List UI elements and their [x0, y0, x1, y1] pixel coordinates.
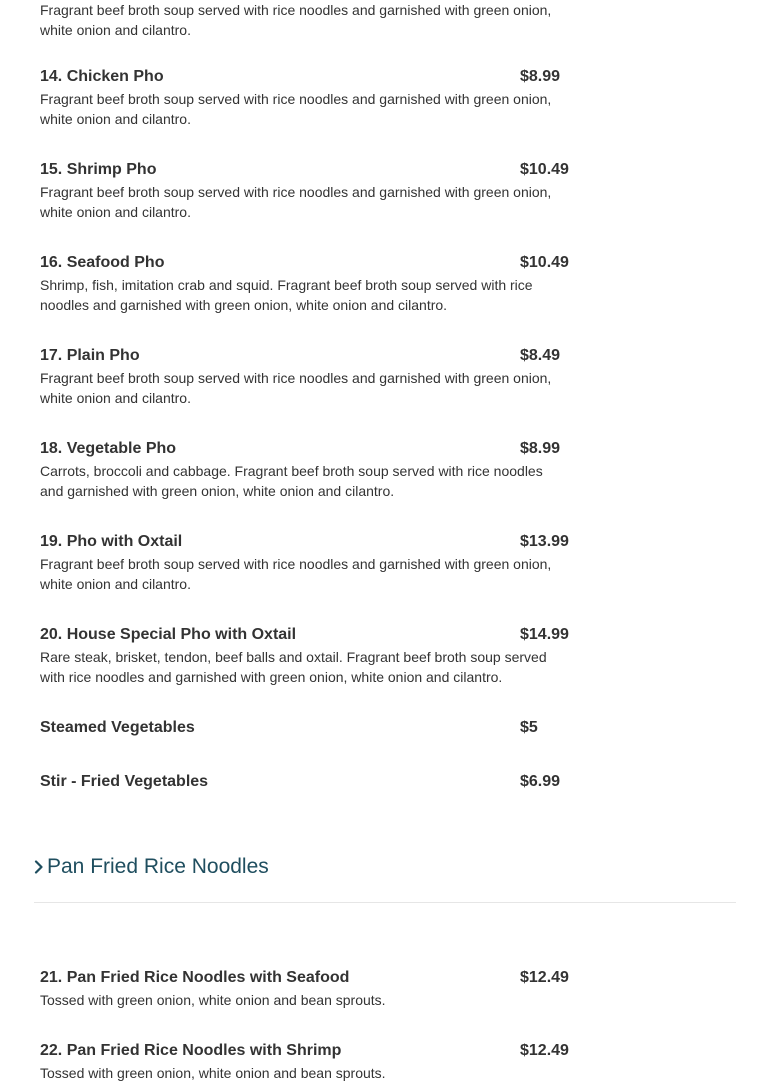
- chevron-right-icon: [34, 860, 44, 874]
- item-description: Shrimp, fish, imitation crab and squid. Fragrant beef broth soup served with rice noodles and garnished with green onion, white onion and cilantro.: [40, 277, 533, 313]
- item-price: $5: [520, 719, 538, 736]
- item-price: $12.49: [520, 969, 569, 986]
- section-title: Pan Fried Rice Noodles: [47, 855, 269, 878]
- item-price: $12.49: [520, 1042, 569, 1059]
- item-description: Fragrant beef broth soup served with rice noodles and garnished with green onion, white onion and cilantro.: [40, 370, 552, 406]
- item-description: Fragrant beef broth soup served with rice noodles and garnished with green onion, white onion and cilantro.: [40, 184, 552, 220]
- item-price: $10.49: [520, 254, 569, 271]
- item-price: $8.49: [520, 347, 561, 364]
- item-description: Tossed with green onion, white onion and bean sprouts.: [40, 992, 386, 1008]
- item-description: Fragrant beef broth soup served with rice noodles and garnished with green onion, white onion and cilantro.: [40, 2, 552, 38]
- item-price: $8.99: [520, 440, 561, 457]
- item-price: $10.49: [520, 161, 569, 178]
- item-description: Tossed with green onion, white onion and bean sprouts.: [40, 1065, 386, 1081]
- section-divider: [34, 902, 736, 903]
- item-name: 21. Pan Fried Rice Noodles with Seafood: [40, 969, 350, 986]
- item-name: 15. Shrimp Pho: [40, 161, 157, 178]
- item-price: $8.99: [520, 68, 561, 85]
- item-name: Steamed Vegetables: [40, 719, 195, 736]
- item-price: $13.99: [520, 533, 569, 550]
- item-price: $6.99: [520, 773, 561, 790]
- item-description: Fragrant beef broth soup served with rice noodles and garnished with green onion, white onion and cilantro.: [40, 91, 552, 127]
- item-name: 22. Pan Fried Rice Noodles with Shrimp: [40, 1042, 342, 1059]
- item-price: $14.99: [520, 626, 569, 643]
- item-description: Carrots, broccoli and cabbage. Fragrant beef broth soup served with rice noodles and garnished with green onion, white onion and cilantro.: [40, 463, 543, 499]
- item-name: 19. Pho with Oxtail: [40, 533, 183, 550]
- item-description: Fragrant beef broth soup served with rice noodles and garnished with green onion, white onion and cilantro.: [40, 556, 552, 592]
- item-name: Stir - Fried Vegetables: [40, 773, 209, 790]
- item-name: 14. Chicken Pho: [40, 68, 164, 85]
- item-name: 18. Vegetable Pho: [40, 440, 177, 457]
- item-name: 17. Plain Pho: [40, 347, 140, 364]
- section-header-pan-fried-rice-noodles[interactable]: [34, 852, 269, 882]
- item-description: Rare steak, brisket, tendon, beef balls and oxtail. Fragrant beef broth soup served with rice noodles and garnished with green onion, white onion and cilantro.: [40, 649, 547, 685]
- item-name: 20. House Special Pho with Oxtail: [40, 626, 297, 643]
- item-name: 16. Seafood Pho: [40, 254, 165, 271]
